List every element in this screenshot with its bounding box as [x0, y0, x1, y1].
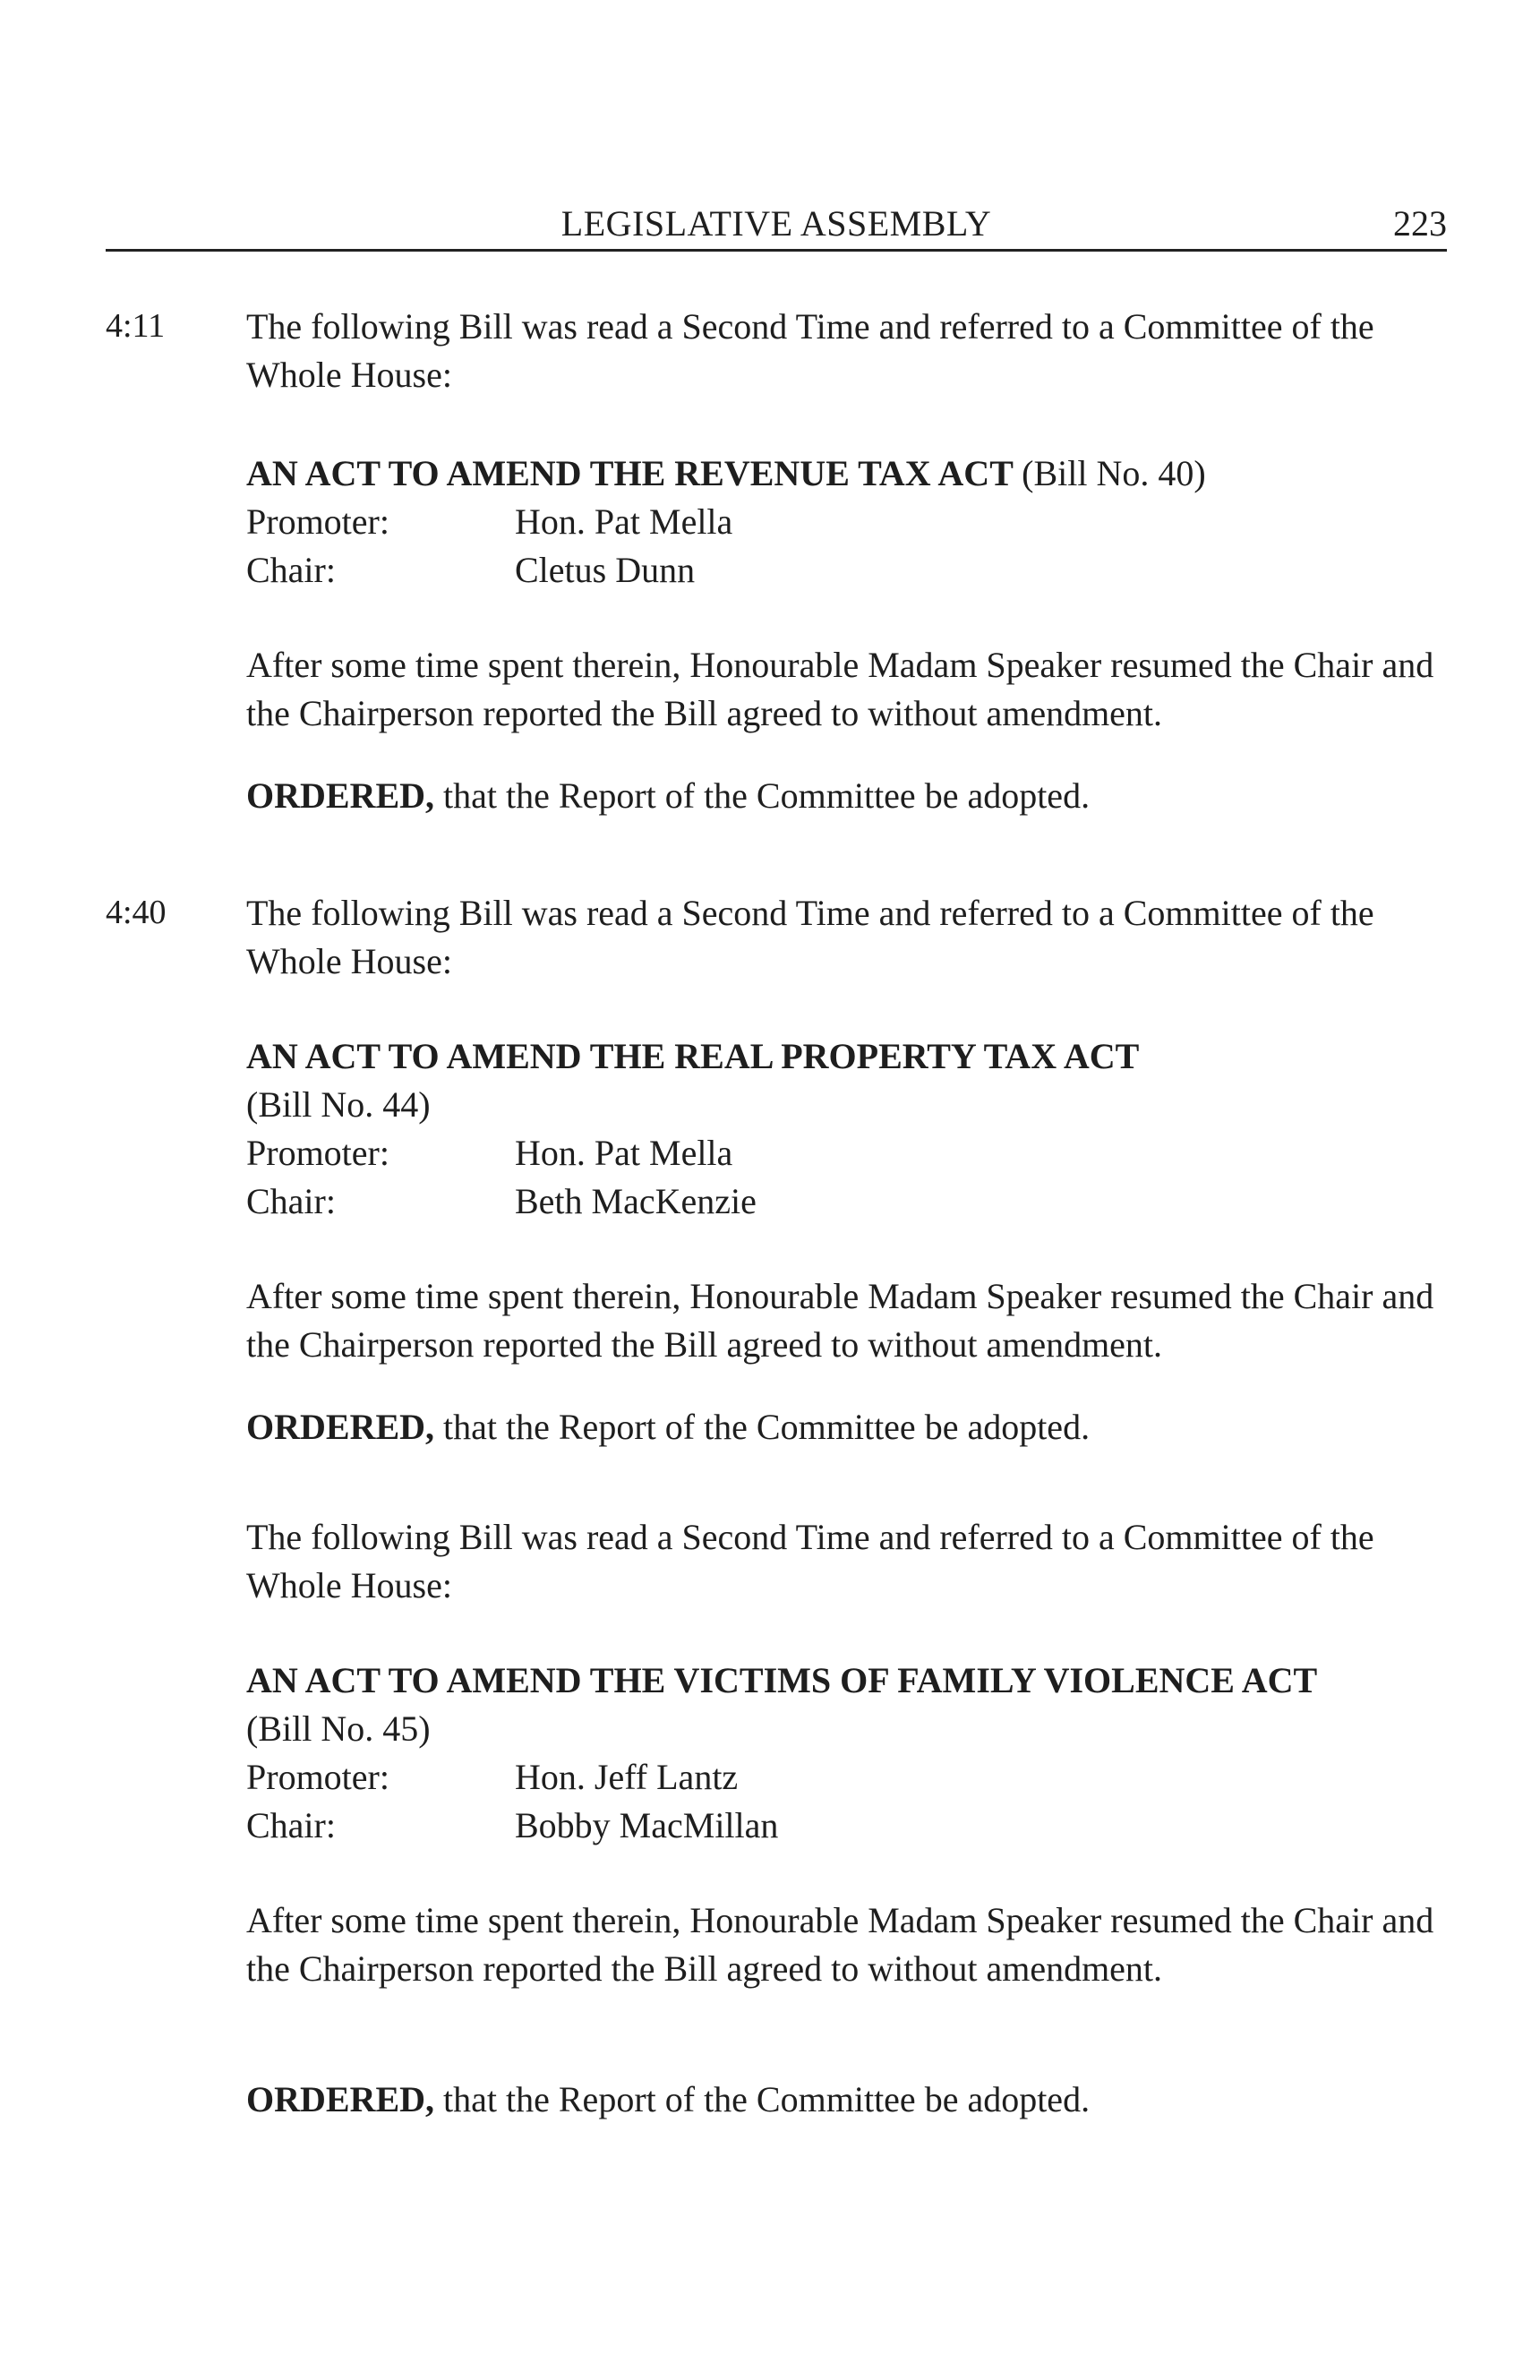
chair-name: Bobby MacMillan	[515, 1805, 779, 1845]
committee-report: After some time spent therein, Honourable Madam Speaker resumed the Chair and the Chairperson reported the Bill agreed to without amendment.	[246, 645, 1434, 733]
promoter-label: Promoter:	[246, 1757, 389, 1797]
promoter-name: Hon. Jeff Lantz	[515, 1757, 739, 1797]
ordered-motion	[246, 1403, 1450, 1451]
chair-row	[246, 1802, 1450, 1850]
second-reading-intro: The following Bill was read a Second Time and referred to a Committee of the Whole House:	[246, 1517, 1374, 1605]
time-stamp: 4:11	[106, 307, 166, 345]
ordered-keyword: ORDERED,	[246, 2079, 435, 2119]
chair-row	[246, 546, 1450, 595]
chair-label: Chair:	[246, 1805, 336, 1845]
ordered-motion	[246, 772, 1450, 820]
committee-report: After some time spent therein, Honourable Madam Speaker resumed the Chair and the Chairperson reported the Bill agreed to without amendment.	[246, 1900, 1434, 1989]
ordered-motion	[246, 2076, 1450, 2124]
bill-number: (Bill No. 44)	[246, 1084, 431, 1125]
ordered-text: that the Report of the Committee be adopted.	[434, 1407, 1091, 1447]
chair-name: Beth MacKenzie	[515, 1181, 757, 1221]
promoter-name: Hon. Pat Mella	[515, 501, 733, 542]
ordered-keyword: ORDERED,	[246, 775, 435, 816]
proceeding-entry	[246, 1513, 1450, 2124]
bill-title	[246, 449, 1450, 498]
promoter-row	[246, 1753, 1450, 1802]
page-number: 223	[1393, 203, 1447, 244]
chair-name: Cletus Dunn	[515, 550, 696, 590]
proceeding-entry	[246, 303, 1450, 820]
bill-name: AN ACT TO AMEND THE REVENUE TAX ACT	[246, 453, 1014, 493]
chair-label: Chair:	[246, 550, 336, 590]
time-stamp: 4:40	[106, 894, 167, 931]
ordered-text: that the Report of the Committee be adopted.	[434, 2079, 1091, 2119]
ordered-text: that the Report of the Committee be adopted.	[434, 775, 1091, 816]
bill-number: (Bill No. 40)	[1022, 453, 1206, 493]
second-reading-intro: The following Bill was read a Second Time and referred to a Committee of the Whole House:	[246, 306, 1374, 395]
bill-title: AN ACT TO AMEND THE VICTIMS OF FAMILY VIOLENCE ACT	[246, 1660, 1318, 1700]
chair-row	[246, 1177, 1450, 1226]
committee-report: After some time spent therein, Honourable Madam Speaker resumed the Chair and the Chairperson reported the Bill agreed to without amendment.	[246, 1276, 1434, 1365]
promoter-label: Promoter:	[246, 501, 389, 542]
bill-title: AN ACT TO AMEND THE REAL PROPERTY TAX ACT	[246, 1036, 1140, 1076]
promoter-name: Hon. Pat Mella	[515, 1133, 733, 1173]
running-title: LEGISLATIVE ASSEMBLY	[560, 203, 992, 244]
bill-number: (Bill No. 45)	[246, 1708, 431, 1749]
promoter-row	[246, 498, 1450, 546]
chair-label: Chair:	[246, 1181, 336, 1221]
page-header	[106, 199, 1447, 252]
ordered-keyword: ORDERED,	[246, 1407, 435, 1447]
proceeding-entry	[246, 889, 1450, 1451]
second-reading-intro: The following Bill was read a Second Time and referred to a Committee of the Whole House:	[246, 893, 1374, 981]
promoter-label: Promoter:	[246, 1133, 389, 1173]
promoter-row	[246, 1129, 1450, 1177]
